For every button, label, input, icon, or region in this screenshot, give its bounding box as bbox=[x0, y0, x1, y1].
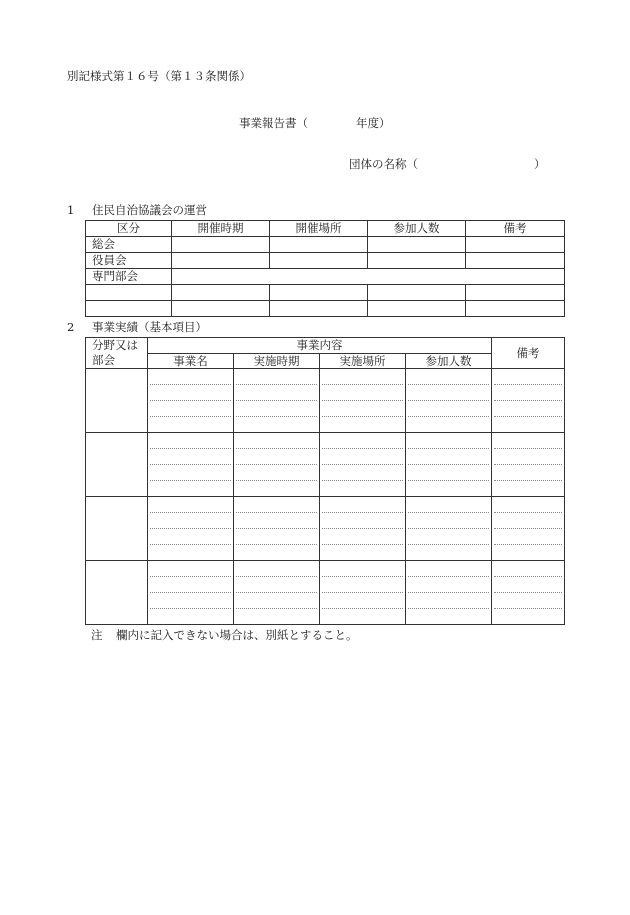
input-cell[interactable] bbox=[172, 237, 270, 253]
entry-cell[interactable] bbox=[234, 561, 320, 625]
input-cell[interactable] bbox=[368, 253, 466, 269]
section1-title: 住民自治協議会の運営 bbox=[92, 203, 207, 217]
entry-cell[interactable] bbox=[406, 369, 492, 433]
input-cell[interactable] bbox=[368, 301, 466, 317]
subcolumn-header: 事業名 bbox=[148, 354, 234, 369]
input-cell[interactable] bbox=[466, 253, 565, 269]
content-header: 事業内容 bbox=[148, 338, 492, 354]
input-cell[interactable] bbox=[270, 285, 368, 301]
section2-heading bbox=[67, 320, 207, 334]
entry-cell[interactable] bbox=[492, 369, 565, 433]
entry-cell[interactable] bbox=[234, 369, 320, 433]
section1-number: 1 bbox=[67, 203, 75, 217]
project-results-table bbox=[85, 337, 565, 625]
entry-cell[interactable] bbox=[320, 369, 406, 433]
input-cell[interactable] bbox=[86, 301, 172, 317]
table-row bbox=[86, 237, 565, 253]
entry-cell[interactable] bbox=[492, 497, 565, 561]
category-cell[interactable] bbox=[86, 433, 148, 497]
column-header: 開催場所 bbox=[270, 221, 368, 237]
table-row bbox=[86, 497, 565, 561]
category-cell[interactable] bbox=[86, 561, 148, 625]
entry-cell[interactable] bbox=[320, 497, 406, 561]
entry-cell[interactable] bbox=[320, 561, 406, 625]
table-header-row bbox=[86, 338, 565, 354]
entry-cell[interactable] bbox=[148, 497, 234, 561]
title-suffix: 年度） bbox=[356, 116, 391, 130]
title-prefix: 事業報告書（ bbox=[239, 116, 308, 130]
section2-title: 事業実績（基本項目） bbox=[92, 320, 207, 334]
input-cell[interactable] bbox=[368, 285, 466, 301]
table-row bbox=[86, 301, 565, 317]
entry-cell[interactable] bbox=[492, 561, 565, 625]
entry-cell[interactable] bbox=[406, 433, 492, 497]
entry-cell[interactable] bbox=[320, 433, 406, 497]
note-text: 欄内に記入できない場合は、別紙とすること。 bbox=[116, 628, 358, 642]
entry-cell[interactable] bbox=[148, 369, 234, 433]
category-cell[interactable] bbox=[86, 369, 148, 433]
input-cell-merged[interactable] bbox=[172, 269, 565, 285]
row-label-subcommittee: 専門部会 bbox=[86, 269, 172, 285]
category-cell[interactable] bbox=[86, 497, 148, 561]
entry-cell[interactable] bbox=[492, 433, 565, 497]
table-header-row bbox=[86, 221, 565, 237]
subcolumn-header: 参加人数 bbox=[406, 354, 492, 369]
category-header-line2: 部会 bbox=[92, 353, 115, 367]
input-cell[interactable] bbox=[368, 237, 466, 253]
table-row bbox=[86, 369, 565, 433]
note-mark: 注 bbox=[91, 628, 103, 642]
remarks-header: 備考 bbox=[492, 338, 565, 369]
input-cell[interactable] bbox=[466, 285, 565, 301]
row-label-general-meeting: 総会 bbox=[86, 237, 172, 253]
section2-number: 2 bbox=[67, 320, 75, 334]
section1-heading bbox=[67, 203, 207, 217]
subcolumn-header: 実施時期 bbox=[234, 354, 320, 369]
organization-name bbox=[349, 157, 546, 171]
table-row bbox=[86, 269, 565, 285]
row-label-board-meeting: 役員会 bbox=[86, 253, 172, 269]
column-header: 区分 bbox=[86, 221, 172, 237]
input-cell[interactable] bbox=[172, 253, 270, 269]
input-cell[interactable] bbox=[172, 301, 270, 317]
input-cell[interactable] bbox=[86, 285, 172, 301]
input-cell[interactable] bbox=[270, 253, 368, 269]
form-number: 別記様式第１６号（第１３条関係） bbox=[67, 69, 251, 83]
table-row bbox=[86, 253, 565, 269]
org-close: ） bbox=[534, 157, 546, 171]
entry-cell[interactable] bbox=[234, 433, 320, 497]
table-row bbox=[86, 285, 565, 301]
input-cell[interactable] bbox=[172, 285, 270, 301]
table-row bbox=[86, 433, 565, 497]
input-cell[interactable] bbox=[466, 237, 565, 253]
category-header bbox=[86, 338, 148, 369]
input-cell[interactable] bbox=[270, 237, 368, 253]
entry-cell[interactable] bbox=[406, 497, 492, 561]
column-header: 開催時期 bbox=[172, 221, 270, 237]
column-header: 備考 bbox=[466, 221, 565, 237]
column-header: 参加人数 bbox=[368, 221, 466, 237]
council-operation-table bbox=[85, 220, 565, 317]
input-cell[interactable] bbox=[270, 301, 368, 317]
entry-cell[interactable] bbox=[234, 497, 320, 561]
entry-cell[interactable] bbox=[148, 561, 234, 625]
input-cell[interactable] bbox=[466, 301, 565, 317]
subcolumn-header: 実施場所 bbox=[320, 354, 406, 369]
entry-cell[interactable] bbox=[406, 561, 492, 625]
document-title bbox=[239, 116, 391, 130]
category-header-line1: 分野又は bbox=[92, 338, 138, 352]
table-row bbox=[86, 561, 565, 625]
entry-cell[interactable] bbox=[148, 433, 234, 497]
org-label: 団体の名称（ bbox=[349, 157, 418, 171]
footnote bbox=[91, 628, 358, 642]
